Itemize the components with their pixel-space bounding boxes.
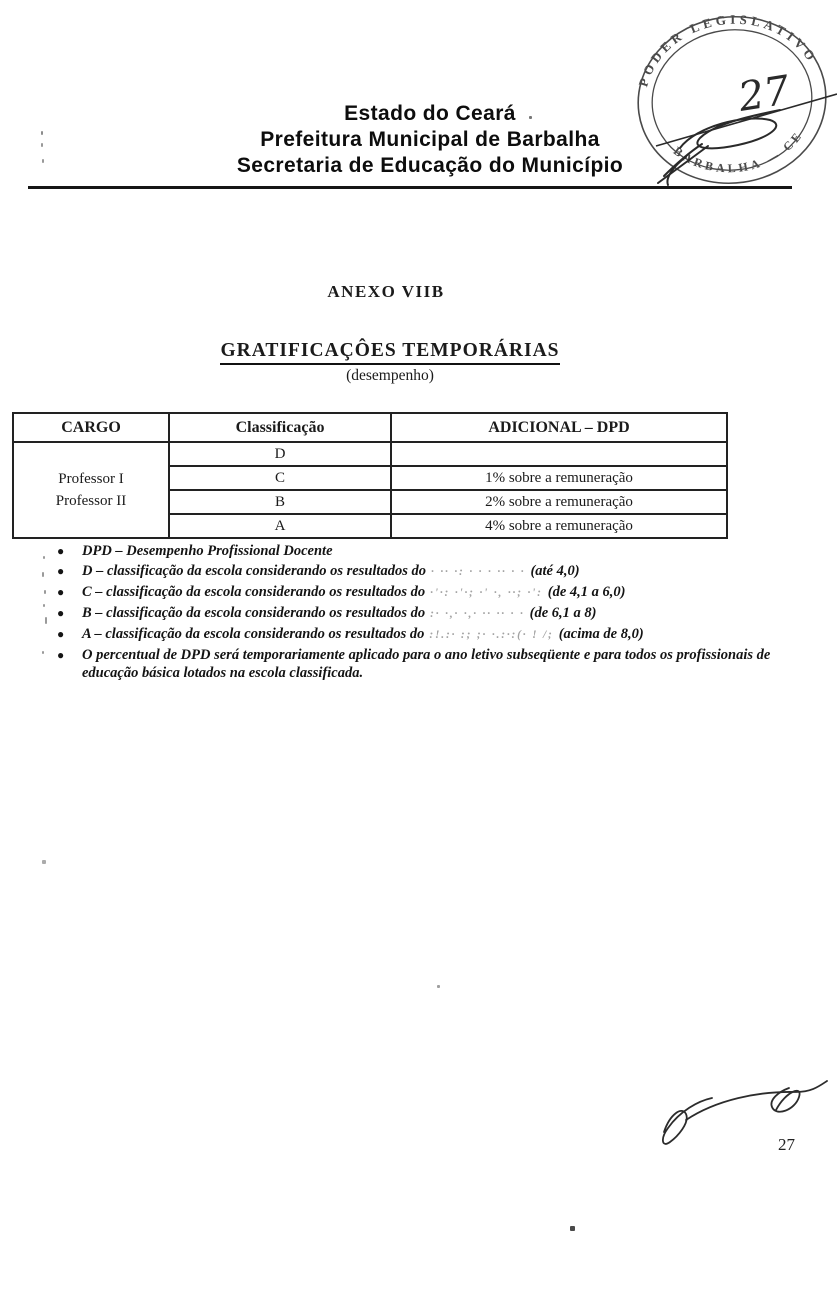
table-header-adicional: ADICIONAL – DPD [391,413,727,442]
scan-speck [437,985,440,988]
note-item [57,563,809,582]
scan-speck [42,159,44,163]
note-item [57,605,809,624]
note-illegible-text: · ·· ·: · · · ·· · · [430,566,526,578]
scan-speck [43,556,45,559]
cargo-line-1: Professor I [58,471,124,487]
letterhead-department-line: Secretaria de Educação do Município [236,154,624,177]
signature-strokes [663,1081,827,1144]
cargo-cell [13,442,169,538]
scan-speck [41,143,43,147]
note-illegible-text: :!.:· :; ;· ·.:·:(· ! /; [429,629,554,641]
stamp-arc-top-text: PODER LEGISLATIVO [635,11,821,89]
main-title: GRATIFICAÇÔES TEMPORÁRIAS [220,340,559,365]
note-lead: B – classificação da escola considerando os resultados do [82,605,426,621]
signature-graphic [646,1062,836,1162]
note-lead: DPD – Desempenho Profissional Docente [82,543,333,559]
note-lead: C – classificação da escola considerando os resultados do [82,584,426,600]
classificacao-cell: A [169,514,391,538]
table-header-cargo: CARGO [13,413,169,442]
note-illegible-text: :· ·,· ·,· ·· ·· · · [430,608,525,620]
anexo-title: ANEXO VIIB [327,282,445,301]
scan-speck [42,651,44,654]
stamp-graphic [628,8,837,194]
note-lead: D – classificação da escola considerando os resultados do [82,563,426,579]
gratification-table [12,412,728,539]
bullet-icon: ● [57,564,65,578]
adicional-cell [391,442,727,466]
notes-list [57,543,809,685]
page-number: 27 [778,1135,795,1154]
classificacao-cell: B [169,490,391,514]
scan-speck [570,1226,575,1231]
cargo-line-2: Professor II [55,493,127,509]
note-range: (de 6,1 a 8) [529,605,597,621]
stamp-arc-bottom-text: BARBALHA — CE [670,127,806,176]
scan-speck [42,572,44,577]
bullet-icon: ● [57,606,65,620]
scan-speck [45,617,47,624]
table-header-classificacao: Classificação [169,413,391,442]
scan-speck [44,590,46,594]
bullet-icon: ● [57,627,65,641]
classificacao-cell: D [169,442,391,466]
scan-speck [41,131,43,135]
letterhead-state-line: Estado do Ceará [344,102,516,125]
bullet-icon: ● [57,544,65,558]
note-range: (de 4,1 a 6,0) [547,584,626,600]
note-item [57,626,809,645]
scan-speck [43,604,45,607]
note-range: (até 4,0) [530,563,580,579]
note-item [57,647,809,682]
adicional-cell: 4% sobre a remuneração [391,514,727,538]
scan-speck [529,116,532,119]
legislative-stamp [628,8,837,194]
adicional-cell: 2% sobre a remuneração [391,490,727,514]
note-range: (acima de 8,0) [558,626,644,642]
note-illegible-text: ·'·: ·'·; ·' ·, ··; ·': [430,587,543,599]
table-header-row [13,413,727,442]
note-item [57,584,809,603]
classificacao-cell: C [169,466,391,490]
subtitle: (desempenho) [346,367,434,384]
table-row [13,442,727,466]
main-title-block [0,340,780,385]
note-lead: A – classificação da escola considerando os resultados do [82,626,425,642]
note-item [57,543,809,561]
page-signature [646,1062,836,1162]
note-lead: O percentual de DPD será temporariamente aplicado para o ano letivo subseqüente e para todos os profissionais de educação básica lotados na escola classificada. [82,647,771,681]
adicional-cell: 1% sobre a remuneração [391,466,727,490]
scan-speck [42,860,46,864]
bullet-icon: ● [57,585,65,599]
letterhead-city-line: Prefeitura Municipal de Barbalha [260,128,600,151]
bullet-icon: ● [57,648,65,662]
stamp-handwritten-number: 27 [735,67,793,121]
